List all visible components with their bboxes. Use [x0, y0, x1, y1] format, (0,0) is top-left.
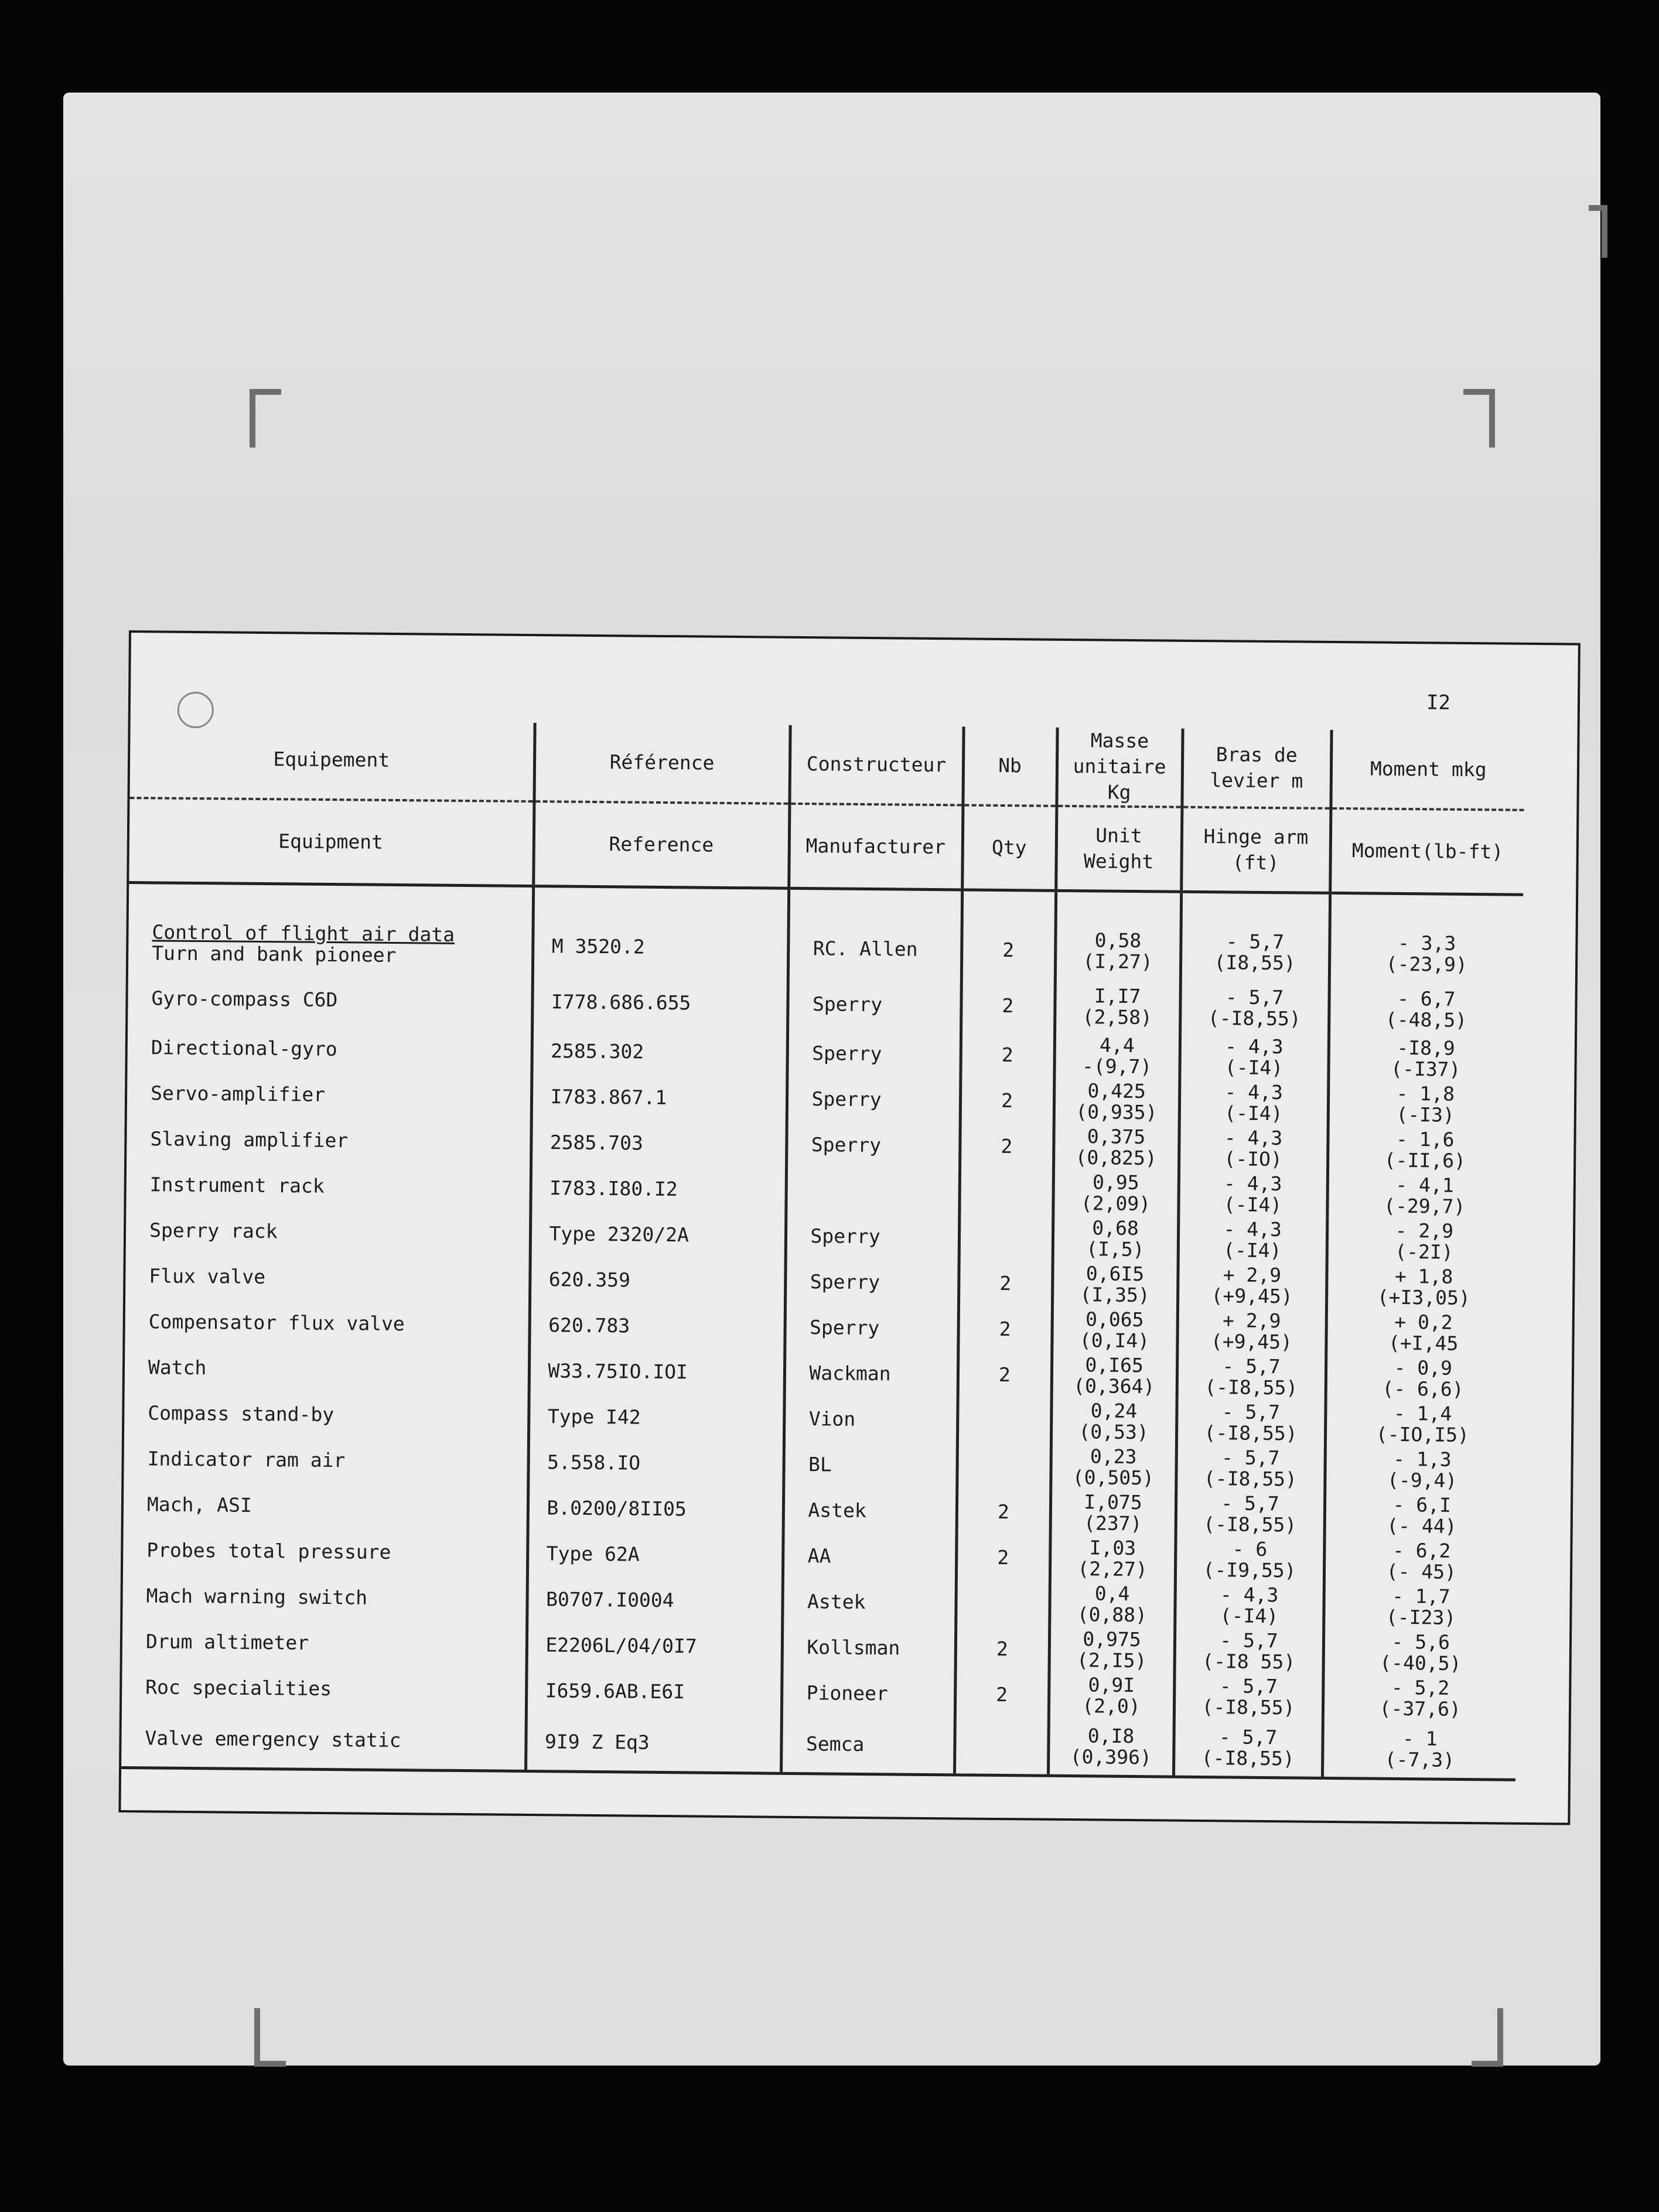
moment-metric: - 1,3 [1393, 1447, 1452, 1471]
hinge-arm-cell [1176, 1491, 1325, 1538]
quantity-cell: 2 [960, 1123, 1054, 1169]
hinge-arm-imperial: (-I4) [1223, 1238, 1282, 1262]
header-masse: Masse unitaire Kg [1056, 728, 1182, 807]
moment-cell [1329, 893, 1523, 984]
equipment-name: Directional-gyro [151, 1036, 337, 1061]
unit-weight-imperial: (0,364) [1073, 1374, 1155, 1398]
unit-weight-cell [1053, 1170, 1179, 1217]
equipment-table [121, 719, 1525, 1781]
quantity-cell: 2 [955, 1626, 1050, 1672]
hinge-arm-metric: - 5,7 [1225, 985, 1284, 1009]
moment-metric: - 1,6 [1395, 1127, 1455, 1151]
reference-cell: W33.75IO.IOI [529, 1348, 785, 1396]
hinge-arm-metric: - 4,3 [1225, 1035, 1283, 1059]
hinge-arm-metric: - 5,7 [1221, 1400, 1281, 1424]
equipment-name: Probes total pressure [146, 1538, 391, 1564]
unit-weight-imperial: -(9,7) [1081, 1054, 1152, 1078]
unit-weight-imperial: (0,935) [1076, 1100, 1158, 1124]
unit-weight-imperial: (0,53) [1078, 1420, 1149, 1444]
header-unit-weight: Unit Weight [1056, 806, 1182, 892]
quantity-cell: 2 [958, 1351, 1052, 1398]
hinge-arm-metric: - 4,3 [1223, 1172, 1282, 1196]
unit-weight-cell [1049, 1672, 1175, 1719]
hinge-arm-cell [1175, 1537, 1325, 1583]
quantity-cell: 2 [956, 1534, 1050, 1581]
hinge-arm-imperial: (-I8,55) [1207, 1006, 1301, 1030]
equipment-name-cell [123, 1527, 528, 1576]
unit-weight-imperial: (2,58) [1082, 1005, 1153, 1029]
unit-weight-imperial: (0,396) [1070, 1745, 1152, 1769]
manufacturer-cell: AA [783, 1533, 957, 1581]
quantity-cell [957, 1443, 1051, 1489]
manufacturer-cell: Sperry [787, 978, 961, 1032]
hinge-arm-cell [1179, 1034, 1329, 1081]
moment-metric: - 6,I [1392, 1493, 1452, 1517]
unit-weight-metric: 0,6I5 [1085, 1262, 1145, 1286]
manufacturer-cell: RC. Allen [788, 888, 962, 979]
reference-cell: 9I9 Z Eq3 [525, 1713, 781, 1773]
hinge-arm-cell [1180, 981, 1329, 1035]
moment-imperial: (-29,7) [1384, 1194, 1466, 1218]
quantity-cell [959, 1169, 1053, 1215]
page-number: I2 [1426, 691, 1451, 715]
unit-weight-cell [1049, 1581, 1175, 1628]
hinge-arm-metric: - 4,3 [1220, 1583, 1279, 1607]
equipment-name-cell [127, 1025, 532, 1074]
moment-imperial: (-I3) [1396, 1102, 1455, 1127]
moment-metric: + 1,8 [1394, 1264, 1453, 1288]
unit-weight-cell [1055, 890, 1181, 981]
hinge-arm-cell [1177, 1354, 1326, 1401]
moment-cell [1327, 1218, 1521, 1265]
unit-weight-cell [1053, 1124, 1179, 1171]
moment-imperial: (-I23) [1385, 1605, 1456, 1629]
unit-weight-cell [1054, 980, 1180, 1034]
reference-cell: I783.I80.I2 [530, 1165, 786, 1213]
hinge-arm-imperial: (-I9,55) [1203, 1558, 1296, 1582]
moment-cell [1328, 1081, 1522, 1128]
moment-imperial: (-40,5) [1380, 1651, 1462, 1675]
equipment-name-cell [122, 1664, 527, 1713]
unit-weight-metric: 0,23 [1090, 1445, 1137, 1469]
unit-weight-cell [1054, 1078, 1180, 1125]
hinge-arm-metric: - 5,7 [1218, 1725, 1278, 1749]
moment-cell [1323, 1583, 1517, 1631]
hinge-arm-cell [1175, 1582, 1324, 1629]
unit-weight-imperial: (2,I5) [1076, 1648, 1147, 1672]
header-moment-en: Moment(lb-ft) [1330, 808, 1524, 895]
crop-mark-top-left [250, 389, 281, 448]
reference-cell: 2585.302 [531, 1028, 787, 1076]
unit-weight-imperial: (I,35) [1080, 1283, 1150, 1307]
unit-weight-cell [1052, 1261, 1178, 1308]
equipment-name: Servo-amplifier [150, 1081, 326, 1106]
hinge-arm-imperial: (-I8,55) [1203, 1513, 1297, 1537]
equipment-name-cell [124, 1482, 528, 1531]
hinge-arm-imperial: (-I8,55) [1201, 1695, 1295, 1719]
unit-weight-metric: 0,68 [1092, 1216, 1139, 1240]
moment-cell [1325, 1492, 1518, 1539]
reference-cell: I659.6AB.E6I [526, 1668, 782, 1716]
unit-weight-cell [1052, 1307, 1177, 1354]
equipment-name: Roc specialities [145, 1675, 332, 1701]
unit-weight-cell [1053, 1216, 1179, 1262]
manufacturer-cell: Pioneer [781, 1670, 955, 1718]
moment-imperial: (-2I) [1395, 1240, 1453, 1264]
moment-metric: - 0,9 [1394, 1356, 1453, 1380]
equipment-name: Flux valve [149, 1264, 266, 1289]
moment-metric: -I8,9 [1397, 1036, 1455, 1060]
header-reference-fr: Référence [534, 723, 790, 804]
header-manufacturer: Manufacturer [788, 804, 962, 890]
hinge-arm-metric: - 5,7 [1222, 1354, 1281, 1378]
hinge-arm-cell [1179, 1125, 1328, 1172]
hinge-arm-cell [1178, 1217, 1327, 1264]
moment-cell [1324, 1538, 1518, 1585]
equipment-name: Turn and bank pioneer [152, 941, 397, 967]
unit-weight-cell [1051, 1398, 1177, 1445]
header-hinge-arm: Hinge arm (ft) [1181, 807, 1330, 893]
moment-metric: - 3,3 [1397, 931, 1456, 955]
moment-cell [1325, 1401, 1519, 1448]
unit-weight-metric: 4,4 [1099, 1033, 1135, 1057]
equipment-name: Instrument rack [149, 1173, 325, 1197]
quantity-cell: 2 [960, 1077, 1054, 1124]
hinge-arm-imperial: (-I4) [1220, 1604, 1279, 1628]
header-nb: Nb [962, 726, 1057, 805]
reference-cell: M 3520.2 [532, 886, 788, 978]
reference-cell: 620.359 [530, 1257, 786, 1305]
equipment-name: Mach warning switch [146, 1584, 368, 1609]
reference-cell: Type I42 [528, 1394, 784, 1442]
hinge-arm-imperial: (-I8,55) [1203, 1467, 1298, 1491]
crop-mark-corner [1589, 205, 1607, 258]
manufacturer-cell: Sperry [787, 1030, 961, 1078]
hinge-arm-metric: - 5,7 [1220, 1629, 1278, 1653]
unit-weight-cell [1050, 1490, 1176, 1537]
moment-imperial: (-II,6) [1384, 1148, 1466, 1172]
equipment-name: Compensator flux valve [148, 1310, 405, 1336]
unit-weight-metric: I,I7 [1094, 984, 1141, 1008]
moment-imperial: (- 6,6) [1382, 1377, 1464, 1401]
hinge-arm-metric: - 4,3 [1223, 1217, 1282, 1241]
hinge-arm-imperial: (-IO) [1224, 1147, 1283, 1171]
quantity-cell: 2 [961, 890, 1056, 980]
reference-cell: 620.783 [529, 1302, 785, 1350]
unit-weight-metric: 0,I65 [1085, 1353, 1143, 1377]
moment-imperial: (+I,45 [1388, 1331, 1459, 1355]
manufacturer-cell: Sperry [786, 1122, 960, 1169]
moment-imperial: (-9,4) [1387, 1468, 1457, 1492]
moment-cell [1326, 1309, 1520, 1357]
reference-cell: I778.686.655 [532, 975, 788, 1030]
header-constructeur: Constructeur [789, 725, 963, 805]
manufacturer-cell: Astek [783, 1487, 957, 1535]
manufacturer-cell: Astek [782, 1579, 956, 1626]
quantity-cell [955, 1580, 1050, 1626]
hinge-arm-metric: - 5,7 [1226, 930, 1285, 954]
moment-cell [1325, 1446, 1518, 1494]
quantity-cell [959, 1214, 1053, 1261]
manufacturer-cell: Wackman [784, 1350, 958, 1398]
reference-cell: Type 62A [527, 1531, 783, 1579]
equipment-name: Drum altimeter [145, 1630, 309, 1654]
hinge-arm-imperial: (-I8,55) [1204, 1375, 1298, 1399]
crop-mark-bottom-right [1472, 2008, 1503, 2067]
manufacturer-cell: Semca [781, 1716, 955, 1775]
moment-cell [1323, 1629, 1517, 1677]
manufacturer-cell: Vion [784, 1396, 958, 1443]
equipment-name-cell [126, 1207, 531, 1257]
moment-cell [1323, 1675, 1517, 1722]
moment-imperial: (+I3,05) [1377, 1285, 1471, 1310]
header-equipment: Equipment [129, 798, 534, 886]
moment-metric: - 1,4 [1393, 1401, 1452, 1425]
unit-weight-imperial: (I,27) [1083, 950, 1153, 974]
header-row-english [129, 798, 1524, 895]
equipment-name-cell [124, 1390, 529, 1439]
hinge-arm-metric: - 6 [1232, 1537, 1268, 1561]
manufacturer-cell [786, 1168, 960, 1215]
unit-weight-metric: 0,I8 [1087, 1724, 1135, 1748]
manufacturer-cell: Kollsman [782, 1624, 956, 1672]
moment-cell [1326, 1355, 1520, 1402]
moment-metric: - 4,1 [1395, 1173, 1454, 1197]
quantity-cell: 2 [961, 979, 1055, 1032]
scan-frame [63, 93, 1600, 2066]
table-row [128, 883, 1523, 984]
hinge-arm-metric: + 2,9 [1223, 1263, 1282, 1287]
moment-imperial: (-48,5) [1385, 1008, 1467, 1032]
unit-weight-metric: 0,58 [1094, 929, 1142, 953]
hinge-arm-cell [1176, 1399, 1326, 1446]
hinge-arm-cell [1173, 1719, 1323, 1779]
equipment-name: Valve emergency static [145, 1726, 401, 1752]
hinge-arm-metric: - 4,3 [1224, 1080, 1283, 1104]
hinge-arm-imperial: (-I8,55) [1201, 1746, 1295, 1770]
hinge-arm-cell [1176, 1445, 1325, 1492]
unit-weight-cell [1048, 1718, 1174, 1777]
equipment-name-cell [125, 1253, 530, 1302]
moment-cell [1327, 1172, 1521, 1220]
moment-metric: - 6,2 [1392, 1538, 1451, 1562]
equipment-name: Watch [148, 1356, 207, 1380]
equipment-name: Sperry rack [149, 1218, 278, 1243]
manufacturer-cell: BL [783, 1442, 957, 1489]
equipment-name-cell [127, 1116, 531, 1165]
unit-weight-cell [1050, 1535, 1176, 1582]
section-title: Control of flight air data [152, 920, 455, 946]
moment-metric: - 6,7 [1397, 986, 1456, 1011]
quantity-cell: 2 [960, 1032, 1054, 1078]
quantity-cell [954, 1717, 1049, 1776]
equipment-name: Gyro-compass C6D [151, 986, 338, 1012]
hinge-arm-imperial: (-I4) [1224, 1101, 1283, 1125]
unit-weight-metric: 0,4 [1094, 1582, 1130, 1605]
equipment-name: Slaving amplifier [150, 1127, 349, 1152]
hinge-arm-cell [1177, 1308, 1326, 1355]
unit-weight-imperial: (2,27) [1077, 1557, 1148, 1581]
moment-imperial: (-37,6) [1379, 1696, 1461, 1721]
reference-cell: E2206L/04/0I7 [527, 1622, 783, 1670]
reference-cell: 5.558.IO [528, 1439, 784, 1487]
unit-weight-cell [1050, 1444, 1176, 1491]
header-qty: Qty [962, 805, 1056, 890]
document-sheet [118, 630, 1581, 1825]
reference-cell: Type 2320/2A [530, 1211, 786, 1259]
equipment-name-cell [122, 1619, 527, 1668]
hinge-arm-metric: - 5,7 [1219, 1674, 1278, 1698]
unit-weight-metric: 0,065 [1085, 1308, 1144, 1332]
header-bras: Bras de levier m [1182, 729, 1331, 808]
equipment-name-cell [121, 1710, 526, 1771]
header-moment-fr: Moment mkg [1330, 730, 1524, 810]
hinge-arm-cell [1177, 1262, 1327, 1309]
manufacturer-cell: Sperry [786, 1213, 960, 1261]
unit-weight-metric: 0,425 [1087, 1079, 1146, 1103]
crop-mark-bottom-left [254, 2008, 286, 2067]
unit-weight-imperial: (2,09) [1080, 1192, 1151, 1216]
hinge-arm-cell [1175, 1628, 1324, 1675]
unit-weight-metric: 0,24 [1090, 1399, 1138, 1423]
moment-cell [1328, 1035, 1522, 1083]
unit-weight-metric: 0,375 [1087, 1125, 1146, 1149]
equipment-name-cell [127, 1070, 532, 1119]
reference-cell: B.0200/8II05 [528, 1485, 784, 1533]
hinge-arm-metric: - 4,3 [1224, 1126, 1283, 1150]
header-row-french [130, 719, 1525, 810]
unit-weight-metric: 0,975 [1083, 1627, 1141, 1651]
moment-metric: - 2,9 [1395, 1218, 1454, 1242]
unit-weight-imperial: (I,5) [1086, 1237, 1145, 1261]
moment-metric: - 5,2 [1391, 1675, 1450, 1699]
hinge-arm-imperial: (+9,45) [1211, 1284, 1293, 1308]
hinge-arm-metric: + 2,9 [1222, 1309, 1281, 1333]
unit-weight-imperial: (0,I4) [1079, 1329, 1150, 1353]
hinge-arm-imperial: (-I4) [1224, 1056, 1283, 1080]
quantity-cell: 2 [958, 1306, 1052, 1352]
quantity-cell [957, 1397, 1052, 1443]
unit-weight-cell [1052, 1353, 1177, 1399]
reference-cell: 2585.703 [531, 1119, 787, 1168]
unit-weight-cell [1049, 1627, 1175, 1674]
hinge-arm-cell [1174, 1674, 1323, 1721]
moment-imperial: (- 45) [1386, 1559, 1457, 1583]
hinge-arm-cell [1178, 1171, 1327, 1218]
hinge-arm-metric: - 5,7 [1221, 1491, 1279, 1515]
hinge-arm-cell [1180, 892, 1330, 982]
unit-weight-metric: 0,9I [1088, 1673, 1135, 1697]
hinge-arm-metric: - 5,7 [1221, 1446, 1280, 1470]
hinge-arm-imperial: (-I8 55) [1202, 1650, 1296, 1674]
hinge-arm-imperial: (-I4) [1223, 1193, 1282, 1217]
moment-imperial: (-7,3) [1384, 1747, 1455, 1771]
moment-metric: - 1 [1402, 1727, 1438, 1750]
equipment-name-cell [125, 1299, 530, 1348]
table-body [121, 883, 1523, 1780]
moment-metric: - 5,6 [1391, 1630, 1450, 1654]
moment-imperial: (-I37) [1391, 1057, 1461, 1081]
manufacturer-cell: Sperry [785, 1259, 959, 1306]
unit-weight-imperial: (0,505) [1072, 1466, 1155, 1490]
unit-weight-imperial: (0,88) [1077, 1603, 1148, 1627]
equipment-name: Mach, ASI [146, 1493, 252, 1517]
moment-cell [1329, 982, 1523, 1037]
moment-metric: - 1,7 [1392, 1584, 1450, 1608]
header-equipement: Equipement [130, 719, 535, 801]
unit-weight-imperial: (237) [1083, 1511, 1142, 1535]
equipment-name-cell [126, 1162, 531, 1211]
crop-mark-top-right [1463, 389, 1495, 448]
manufacturer-cell: Sperry [784, 1305, 958, 1352]
equipment-name-cell [124, 1436, 528, 1485]
quantity-cell: 2 [958, 1260, 1053, 1306]
unit-weight-imperial: (2,0) [1082, 1694, 1141, 1718]
hinge-arm-imperial: (+9,45) [1210, 1330, 1293, 1354]
hinge-arm-cell [1179, 1080, 1329, 1127]
moment-metric: - 1,8 [1396, 1081, 1455, 1105]
unit-weight-metric: I,075 [1084, 1490, 1142, 1514]
hinge-arm-imperial: (I8,55) [1214, 951, 1296, 975]
quantity-cell: 2 [957, 1489, 1051, 1535]
moment-cell [1322, 1721, 1516, 1780]
header-reference-en: Reference [533, 801, 789, 888]
quantity-cell: 2 [955, 1671, 1049, 1718]
equipment-name-cell [128, 883, 533, 976]
equipment-name-cell [122, 1573, 527, 1622]
moment-cell [1326, 1264, 1520, 1311]
equipment-name: Indicator ram air [147, 1447, 346, 1472]
moment-metric: + 0,2 [1394, 1310, 1453, 1334]
hinge-arm-imperial: (-I8,55) [1204, 1421, 1298, 1445]
unit-weight-cell [1054, 1033, 1180, 1080]
moment-imperial: (- 44) [1387, 1514, 1457, 1538]
moment-cell [1327, 1127, 1521, 1174]
moment-imperial: (-23,9) [1385, 952, 1468, 976]
unit-weight-metric: 0,95 [1092, 1170, 1139, 1194]
manufacturer-cell: Sperry [787, 1076, 961, 1124]
reference-cell: B0707.I0004 [527, 1576, 783, 1624]
table-row [121, 1710, 1516, 1780]
unit-weight-imperial: (0,825) [1075, 1146, 1157, 1170]
equipment-name-cell [125, 1344, 530, 1394]
equipment-name: Compass stand-by [148, 1401, 334, 1426]
unit-weight-metric: I,03 [1089, 1536, 1136, 1560]
reference-cell: I783.867.1 [531, 1074, 787, 1122]
equipment-name-cell [128, 972, 532, 1028]
moment-imperial: (-IO,I5) [1375, 1422, 1469, 1447]
